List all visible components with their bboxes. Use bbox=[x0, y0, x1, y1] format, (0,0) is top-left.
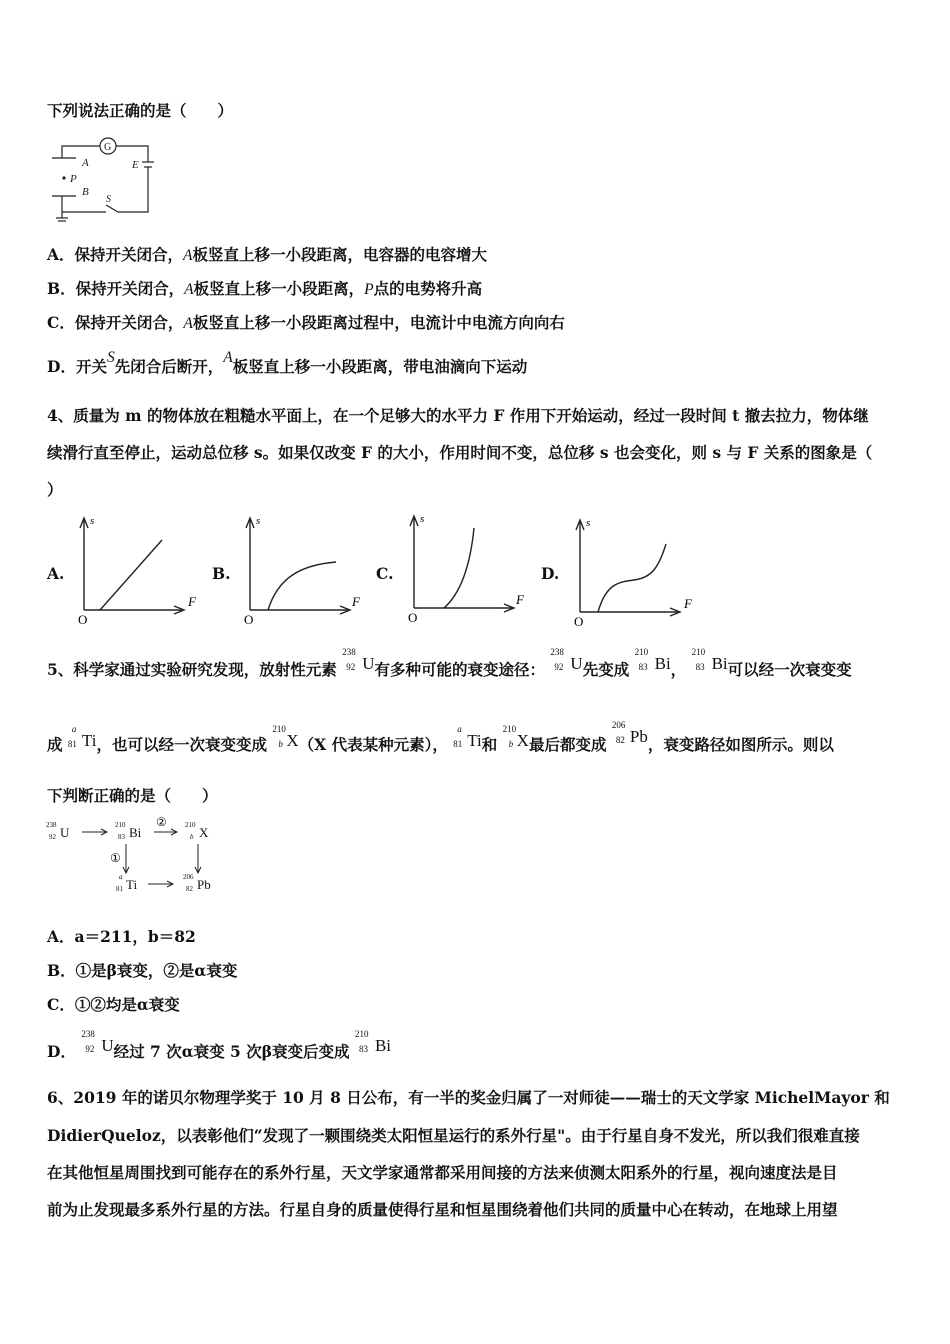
q6-line-2: DidierQueloz，以表彰他们“发现了一颗围绕类太阳恒星运行的系外行星"。由于行星自身不发光，所以我们很难直接 bbox=[47, 1126, 860, 1145]
curve-d bbox=[598, 544, 666, 612]
q4-graph-label-d[interactable]: D. bbox=[541, 564, 560, 583]
axis-x-label: F bbox=[684, 596, 692, 611]
origin-label: O bbox=[574, 614, 584, 627]
q3-option-c[interactable]: C．保持开关闭合，A板竖直上移一小段距离过程中，电流计中电流方向向右 bbox=[47, 313, 565, 332]
circuit-e-label: E bbox=[132, 159, 139, 171]
curve-c bbox=[444, 528, 474, 608]
isotope-bi: 210 83 Bi bbox=[354, 1029, 391, 1055]
diagram-mark-1: ① bbox=[110, 851, 121, 865]
q3-intro: 下列说法正确的是（ ） bbox=[47, 101, 234, 120]
axis-x-label: F bbox=[516, 592, 524, 607]
axis-x-label: F bbox=[188, 594, 196, 609]
circuit-b-label: B bbox=[82, 186, 89, 198]
diagram-bi: 210 83 Bi bbox=[115, 821, 142, 841]
isotope-u: 238 92 U bbox=[550, 647, 583, 673]
curve-a bbox=[100, 540, 162, 610]
q6-line-3: 在其他恒星周围找到可能存在的系外行星，天文学家通常都采用间接的方法来侦测太阳系外的行星，视向速度法是目 bbox=[47, 1163, 838, 1182]
q4-graph-label-a[interactable]: A. bbox=[47, 564, 65, 583]
curve-b bbox=[268, 562, 336, 610]
circuit-diagram bbox=[44, 132, 164, 227]
q4-line-3: ） bbox=[47, 480, 63, 499]
diagram-u: 238 92 U bbox=[46, 821, 70, 841]
isotope-bi: 210 83 Bi bbox=[634, 647, 671, 673]
q4-graph-d bbox=[568, 512, 698, 627]
origin-label: O bbox=[244, 612, 254, 625]
isotope-pb: 206 82 Pb bbox=[611, 720, 648, 746]
q4-graph-label-b[interactable]: B. bbox=[212, 564, 231, 583]
diagram-x: 210 b X bbox=[185, 821, 209, 841]
circuit-a-label: A bbox=[82, 157, 89, 169]
decay-arrows bbox=[46, 814, 246, 896]
q5-line-1: 5、科学家通过实验研究发现，放射性元素 238 92 U有多种可能的衰变途径： 238 92 U先变成 210 83 Bi， 210 83 Bi可以经一次衰变变 bbox=[47, 647, 852, 679]
circuit-p-label: P bbox=[70, 173, 77, 185]
diagram-pb: 206 82 Pb bbox=[183, 873, 211, 893]
axis-y-label: s bbox=[420, 513, 425, 525]
isotope-bi: 210 83 Bi bbox=[691, 647, 728, 673]
axis-y-label: s bbox=[256, 515, 261, 527]
q4-graph-b bbox=[238, 510, 368, 625]
circuit-s-label: S bbox=[106, 194, 111, 205]
q6-line-1: 6、2019 年的诺贝尔物理学奖于 10 月 8 日公布，有一半的奖金归属了一对师徒——瑞士的天文学家 MichelMayor 和 bbox=[47, 1088, 890, 1107]
q4-line-1: 4、质量为 m 的物体放在粗糙水平面上，在一个足够大的水平力 F 作用下开始运动，经过一段时间 t 撤去拉力，物体继 bbox=[47, 406, 869, 425]
q4-line-2: 续滑行直至停止，运动总位移 s。如果仅改变 F 的大小，作用时间不变，总位移 s 也会变化，则 s 与 F 关系的图象是（ bbox=[47, 443, 873, 462]
q5-option-c[interactable]: C．①②均是α衰变 bbox=[47, 995, 180, 1014]
diagram-ti: a 81 Ti bbox=[116, 873, 138, 893]
isotope-ti: a 81 Ti bbox=[453, 724, 482, 750]
decay-diagram bbox=[46, 814, 246, 896]
q4-graph-a bbox=[72, 510, 202, 625]
q4-graph-c bbox=[402, 508, 532, 623]
q5-option-a[interactable]: A．a＝211，b＝82 bbox=[47, 927, 196, 946]
isotope-ti: a 81 Ti bbox=[67, 724, 97, 750]
origin-label: O bbox=[408, 610, 418, 623]
q3-option-a[interactable]: A．保持开关闭合，A板竖直上移一小段距离，电容器的电容增大 bbox=[47, 245, 488, 264]
q4-graph-label-c[interactable]: C. bbox=[376, 564, 394, 583]
q5-line-3: 下判断正确的是（ ） bbox=[47, 786, 218, 805]
isotope-x: 210 b X bbox=[502, 724, 529, 750]
q5-line-2: 成 a 81 Ti，也可以经一次衰变变成 210 b X（X 代表某种元素）， a 81 Ti和 210 b X最后都变成 206 82 Pb，衰变路径如图所示。则以 bbox=[47, 720, 834, 754]
axis-y-label: s bbox=[586, 517, 591, 529]
q6-line-4: 前为止发现最多系外行星的方法。行星自身的质量使得行星和恒星围绕着他们共同的质量中心在转动，在地球上用望 bbox=[47, 1200, 838, 1219]
q3-option-d[interactable]: D．开关S先闭合后断开，A板竖直上移一小段距离，带电油滴向下运动 bbox=[47, 349, 528, 376]
isotope-x: 210 b X bbox=[272, 724, 299, 750]
isotope-u: 238 92 U bbox=[81, 1029, 114, 1055]
q5-option-d[interactable]: D． 238 92 U经过 7 次α衰变 5 次β衰变后变成 210 83 Bi bbox=[47, 1029, 391, 1061]
isotope-u: 238 92 U bbox=[342, 647, 375, 673]
circuit-g-label: G bbox=[104, 142, 112, 153]
axis-x-label: F bbox=[352, 594, 360, 609]
origin-label: O bbox=[78, 612, 88, 625]
axis-y-label: s bbox=[90, 515, 95, 527]
diagram-mark-2: ② bbox=[156, 815, 167, 829]
q3-option-b[interactable]: B．保持开关闭合，A板竖直上移一小段距离，P点的电势将升高 bbox=[47, 279, 483, 298]
q5-option-b[interactable]: B．①是β衰变，②是α衰变 bbox=[47, 961, 238, 980]
